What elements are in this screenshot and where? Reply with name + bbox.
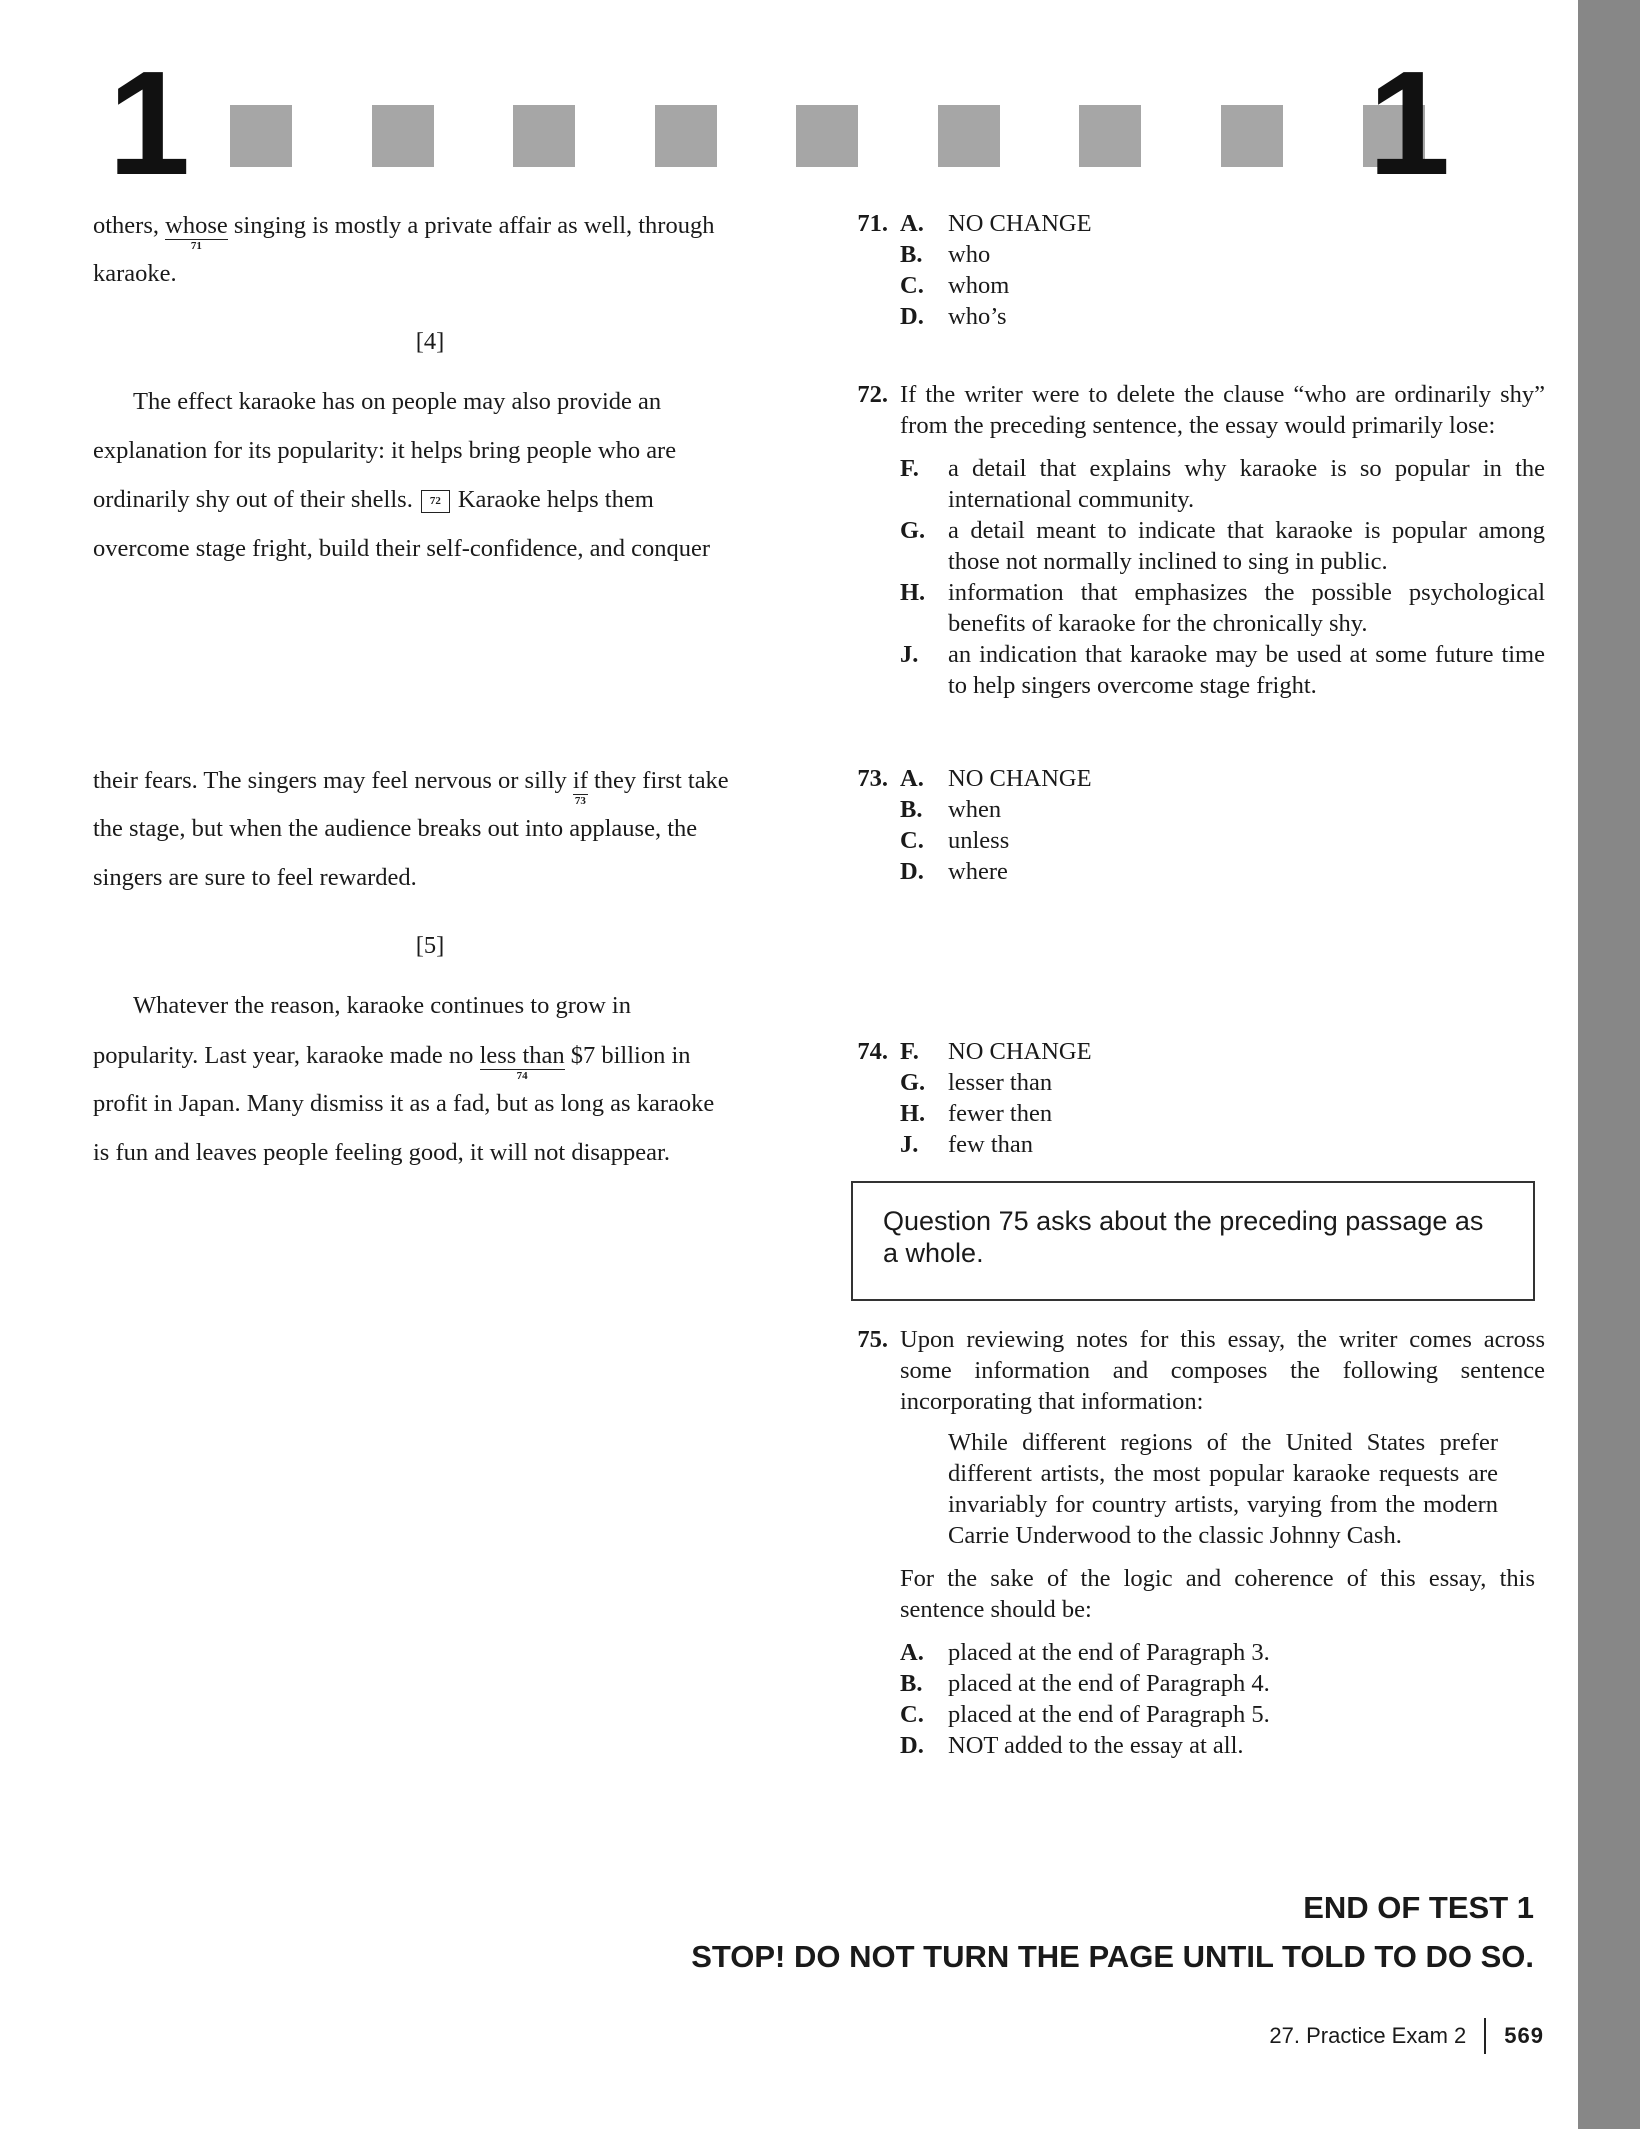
answer-option[interactable]: D. NOT added to the essay at all. xyxy=(900,1732,1244,1759)
passage-line: karaoke. xyxy=(93,260,177,287)
header-squares xyxy=(230,105,1430,167)
passage-line: is fun and leaves people feeling good, it will not disappear. xyxy=(93,1139,670,1166)
question-73 xyxy=(850,763,1550,887)
quoted-sentence: While different regions of the United States prefer different artists, the most popular karaoke requests are invariably for country artists, varying from the modern Carrie Underwood to the classic Johnny Cash. xyxy=(948,1429,1498,1549)
underlined-portion-71: whose 71 xyxy=(165,212,228,252)
question-stem: If the writer were to delete the clause “who are ordinarily shy” from the preceding sentence, the essay would primarily lose: xyxy=(900,381,1545,439)
question-number: 71. xyxy=(857,210,888,237)
paragraph-number-4: [4] xyxy=(415,328,445,355)
end-of-test-heading: END OF TEST 1 xyxy=(1303,1890,1534,1925)
section-number-right: 1 xyxy=(1368,41,1451,206)
answer-option[interactable]: C. whom xyxy=(900,272,1010,299)
answer-option[interactable]: J. an indication that karaoke may be used at some future time to help singers overcome stage fright. xyxy=(900,641,1545,699)
header-square xyxy=(655,105,717,167)
header-square xyxy=(372,105,434,167)
answer-option[interactable]: H. information that emphasizes the possible psychological benefits of karaoke for the chronically shy. xyxy=(900,579,1545,637)
question-number: 74. xyxy=(857,1038,888,1065)
page-edge-bar xyxy=(1578,0,1640,2129)
answer-option[interactable]: G. a detail meant to indicate that karaoke is popular among those not normally inclined to sing in public. xyxy=(900,517,1545,575)
question-74 xyxy=(850,1036,1550,1160)
passage-line: ordinarily shy out of their shells. 72 Karaoke helps them xyxy=(93,486,654,513)
question-ref-73: 73 xyxy=(574,794,586,807)
passage-line: explanation for its popularity: it helps bring people who are xyxy=(93,437,677,464)
passage-line: popularity. Last year, karaoke made no less than 74 $7 billion in xyxy=(93,1042,691,1082)
page-number: 569 xyxy=(1504,2023,1544,2048)
passage-question-note: Question 75 asks about the preceding passage as a whole. xyxy=(851,1181,1535,1301)
answer-option[interactable]: C. unless xyxy=(900,827,1010,854)
answer-option[interactable]: G. lesser than xyxy=(900,1069,1053,1096)
answer-option[interactable]: B. when xyxy=(900,796,1002,823)
passage-line: others, whose 71 singing is mostly a private affair as well, through xyxy=(93,212,715,252)
passage-line: overcome stage fright, build their self-confidence, and conquer xyxy=(93,535,711,562)
question-number: 73. xyxy=(857,765,888,792)
question-number: 75. xyxy=(857,1326,888,1353)
question-stem-continued: For the sake of the logic and coherence of this essay, this sentence should be: xyxy=(900,1565,1535,1623)
passage-line: the stage, but when the audience breaks out into applause, the xyxy=(93,815,698,842)
answer-option[interactable]: A. NO CHANGE xyxy=(900,765,1092,792)
passage-line: The effect karaoke has on people may also provide an xyxy=(133,388,662,415)
header-square xyxy=(1079,105,1141,167)
answer-option[interactable]: F. a detail that explains why karaoke is so popular in the international community. xyxy=(900,455,1545,513)
answer-option[interactable]: F. NO CHANGE xyxy=(900,1038,1092,1065)
answer-option[interactable]: C. placed at the end of Paragraph 5. xyxy=(900,1701,1270,1728)
question-72 xyxy=(850,379,1545,701)
chapter-label: 27. Practice Exam 2 xyxy=(1269,2023,1467,2048)
underlined-portion-73: if 73 xyxy=(572,767,588,807)
header-square xyxy=(938,105,1000,167)
passage-line: Whatever the reason, karaoke continues to grow in xyxy=(133,992,631,1019)
section-number-left: 1 xyxy=(108,41,191,206)
underlined-portion-74: less than 74 xyxy=(479,1042,565,1082)
question-stem: Upon reviewing notes for this essay, the writer comes across some information and composes the following sentence incorporating that information: xyxy=(900,1326,1545,1415)
question-ref-74: 74 xyxy=(516,1069,528,1082)
answer-option[interactable]: D. who’s xyxy=(900,303,1007,330)
answer-option[interactable]: A. placed at the end of Paragraph 3. xyxy=(900,1639,1270,1666)
page-footer xyxy=(1269,2018,1544,2054)
answer-option[interactable]: B. who xyxy=(900,241,991,268)
header-square xyxy=(230,105,292,167)
answer-option[interactable]: H. fewer then xyxy=(900,1100,1053,1127)
passage-line: profit in Japan. Many dismiss it as a fad, but as long as karaoke xyxy=(93,1090,715,1117)
question-75 xyxy=(850,1324,1545,1761)
answer-option[interactable]: D. where xyxy=(900,858,1008,885)
passage-line: singers are sure to feel rewarded. xyxy=(93,864,417,891)
question-number: 72. xyxy=(857,381,888,408)
stop-instruction: STOP! DO NOT TURN THE PAGE UNTIL TOLD TO DO SO. xyxy=(691,1939,1534,1974)
header-square xyxy=(796,105,858,167)
answer-option[interactable]: A. NO CHANGE xyxy=(900,210,1092,237)
question-ref-71: 71 xyxy=(190,239,202,252)
footer-divider xyxy=(1484,2018,1486,2054)
header-square xyxy=(513,105,575,167)
question-box-72: 72 xyxy=(421,490,450,513)
header-square xyxy=(1221,105,1283,167)
passage-line: their fears. The singers may feel nervous or silly if 73 they first take xyxy=(93,767,729,807)
answer-option[interactable]: B. placed at the end of Paragraph 4. xyxy=(900,1670,1270,1697)
answer-option[interactable]: J. few than xyxy=(900,1131,1034,1158)
paragraph-number-5: [5] xyxy=(415,932,445,959)
question-71 xyxy=(850,208,1550,332)
